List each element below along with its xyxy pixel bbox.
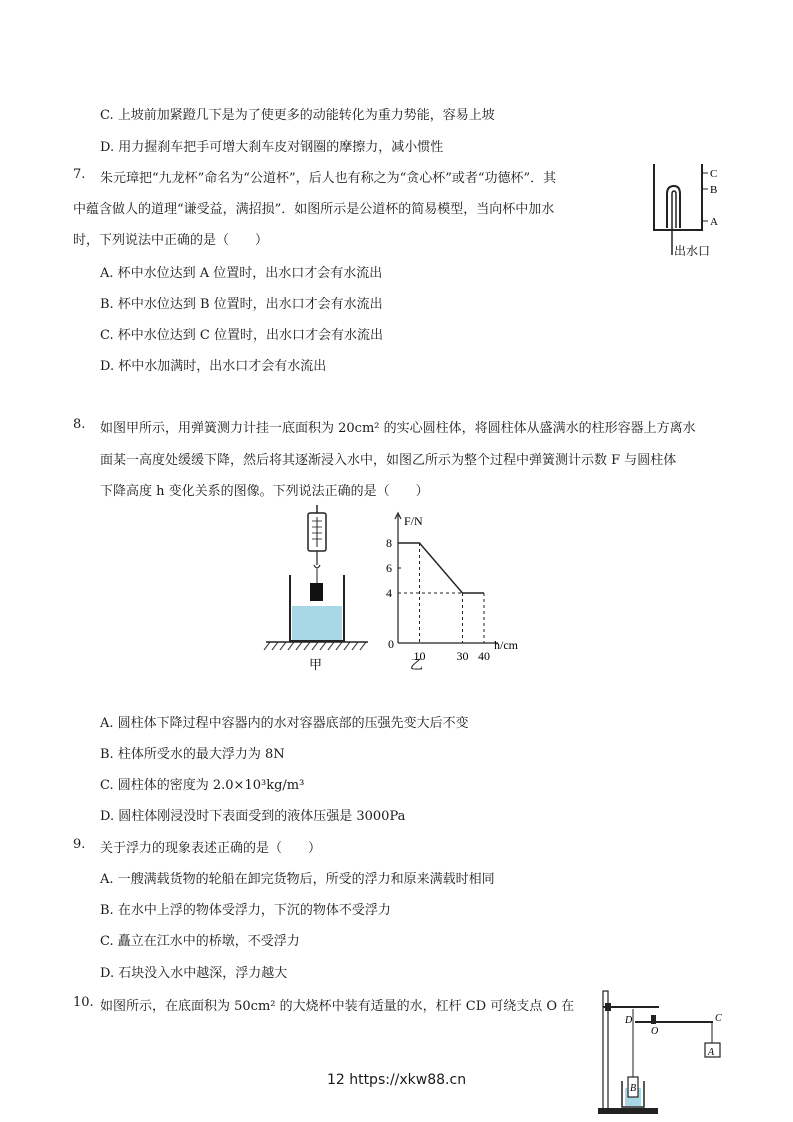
q9-option-c: C. 矗立在江水中的桥墩，不受浮力 (100, 934, 300, 949)
series-line (398, 543, 484, 593)
q7-option-b: B. 杯中水位达到 B 位置时，出水口才会有水流出 (100, 297, 383, 312)
q9-text: 关于浮力的现象表述正确的是（ ） (100, 841, 322, 856)
q8-line-1: 如图甲所示，用弹簧测力计挂一底面积为 20cm² 的实心圆柱体，将圆柱体从盛满水的柱形容器上方离水 (100, 421, 696, 436)
y-tick-label: 8 (386, 536, 392, 550)
outlet-label: 出水口 (674, 244, 711, 258)
label-b: B (710, 184, 718, 196)
q7-option-d: D. 杯中水加满时，出水口才会有水流出 (100, 359, 327, 374)
y-tick-label: 4 (386, 586, 392, 600)
spring-scale-figure (262, 505, 372, 675)
q9-option-b: B. 在水中上浮的物体受浮力，下沉的物体不受浮力 (100, 903, 391, 918)
q7-line-2: 中蕴含做人的道理“谦受益，满招损”．如图所示是公道杯的简易模型，当向杯中加水 (73, 202, 555, 217)
fig-yi-label: 乙 (410, 658, 424, 673)
q8-option-d: D. 圆柱体刚浸没时下表面受到的液体压强是 3000Pa (100, 809, 406, 824)
q7-line-1: 朱元璋把“九龙杯”命名为“公道杯”，后人也有称之为“贪心杯”或者“功德杯”．其 (100, 171, 557, 186)
q8-line-3: 下降高度 h 变化关系的图像。下列说法正确的是（ ） (100, 484, 429, 499)
q7-number: 7. (73, 167, 86, 182)
q7-line-3: 时，下列说法中正确的是（ ） (73, 233, 269, 248)
origin-label: 0 (388, 637, 394, 651)
x-tick-label: 10 (413, 649, 426, 663)
q8-option-c: C. 圆柱体的密度为 2.0×10³kg/m³ (100, 778, 305, 793)
f-h-chart (378, 505, 538, 675)
q9-option-d: D. 石块没入水中越深，浮力越大 (100, 966, 288, 981)
q8-number: 8. (73, 417, 86, 432)
q9-option-a: A. 一艘满载货物的轮船在卸完货物后，所受的浮力和原来满载时相同 (100, 872, 495, 887)
lever-figure (595, 985, 730, 1122)
fig-jia-label: 甲 (309, 658, 323, 673)
page-footer: 12 https://xkw88.cn (326, 1072, 467, 1088)
q10-number: 10. (73, 995, 94, 1010)
q10-text: 如图所示，在底面积为 50cm² 的大烧杯中装有适量的水，杠杆 CD 可绕支点 O 在 (100, 999, 575, 1014)
label-c: C (710, 168, 718, 180)
label-o: O (651, 1026, 659, 1037)
prev-option-d: D. 用力握刹车把手可增大刹车皮对钢圈的摩擦力，减小惯性 (100, 140, 444, 155)
x-tick-label: 30 (456, 649, 469, 663)
y-axis-label: F/N (404, 514, 423, 528)
x-axis-label: h/cm (494, 638, 518, 652)
q8-line-2: 面某一高度处缓缓下降，然后将其逐渐浸入水中，如图乙所示为整个过程中弹簧测计示数 F 与圆柱体 (100, 453, 677, 468)
x-tick-label: 40 (478, 649, 490, 663)
prev-option-c: C. 上坡前加紧蹬几下是为了使更多的动能转化为重力势能，容易上坡 (100, 108, 495, 123)
q9-number: 9. (73, 837, 86, 852)
label-a: A (708, 1047, 715, 1058)
y-tick-label: 6 (386, 561, 392, 575)
q7-option-a: A. 杯中水位达到 A 位置时，出水口才会有水流出 (100, 266, 383, 281)
label-c: C (715, 1013, 722, 1024)
q7-option-c: C. 杯中水位达到 C 位置时，出水口才会有水流出 (100, 328, 383, 343)
label-b: B (630, 1083, 637, 1094)
label-d: D (625, 1015, 633, 1026)
q8-option-a: A. 圆柱体下降过程中容器内的水对容器底部的压强先变大后不变 (100, 716, 469, 731)
fair-cup-figure (640, 160, 730, 265)
label-a: A (710, 216, 718, 228)
q8-option-b: B. 柱体所受水的最大浮力为 8N (100, 747, 285, 762)
